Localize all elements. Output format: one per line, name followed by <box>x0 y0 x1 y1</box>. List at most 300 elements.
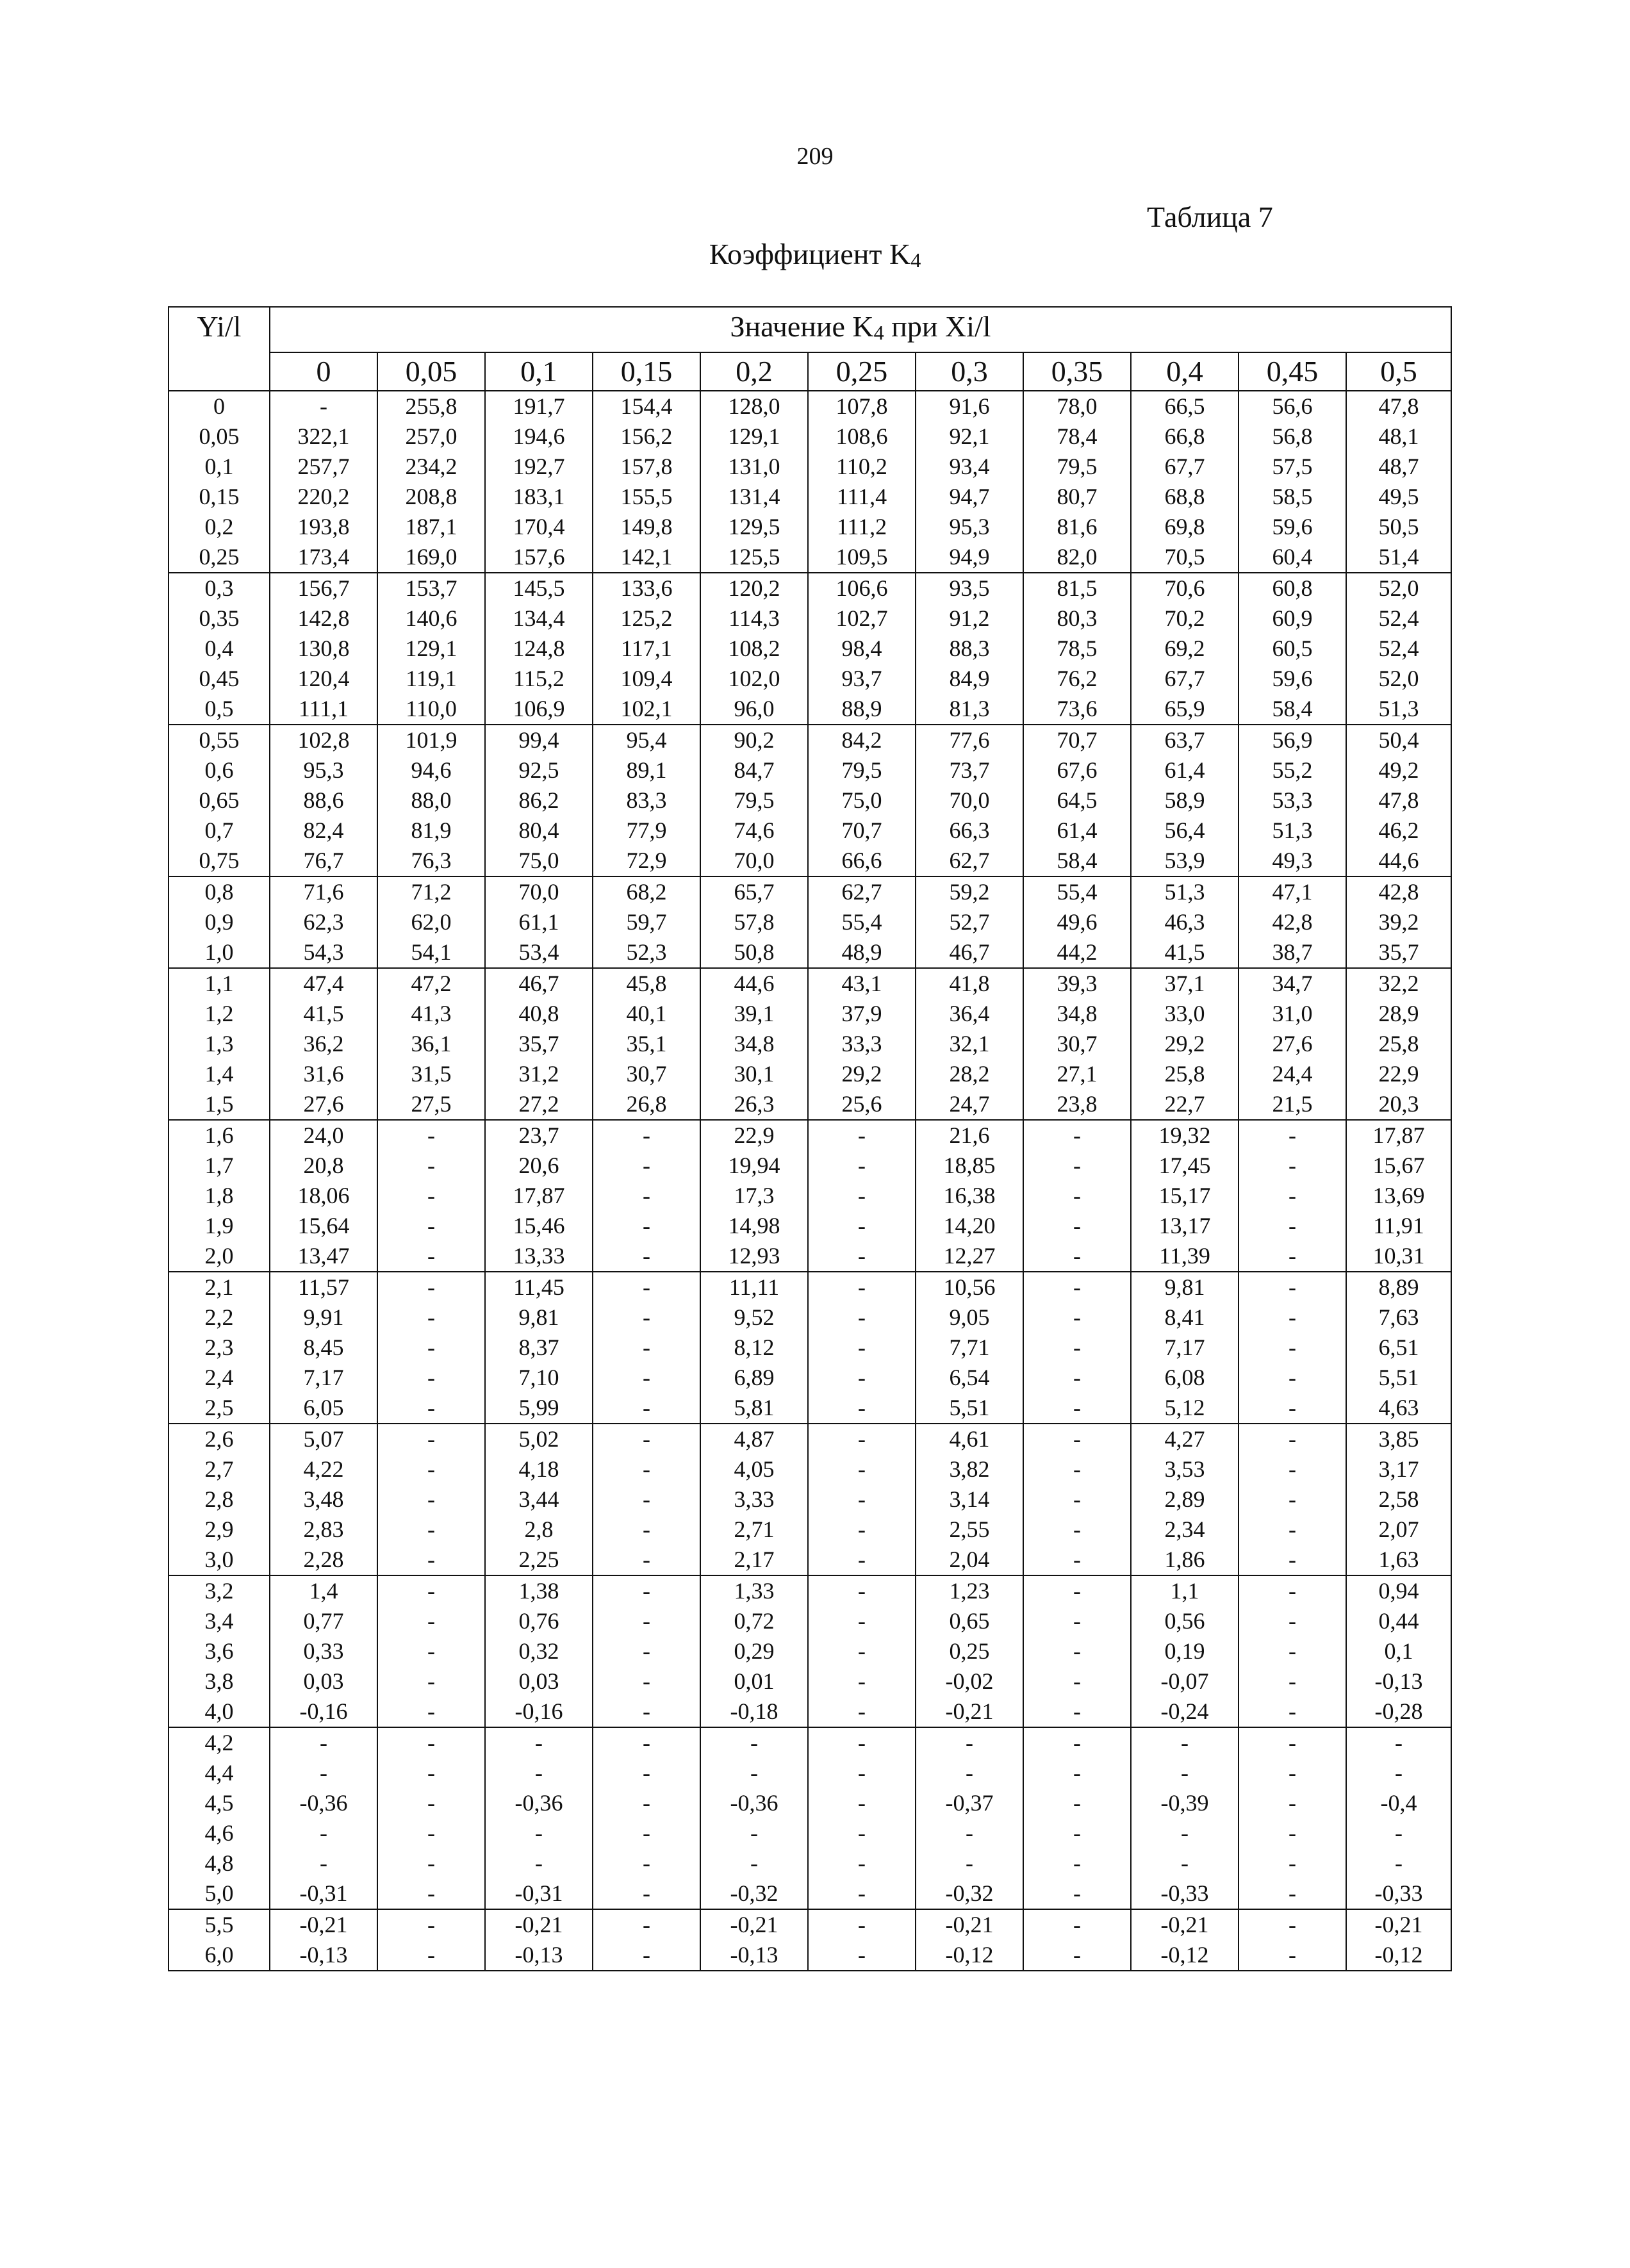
value-cell: 50,8 <box>700 937 808 968</box>
table-row <box>169 1666 1451 1697</box>
value-cell: 33,0 <box>1131 999 1239 1029</box>
value-cell: - <box>1239 1181 1346 1211</box>
value-cell: - <box>485 1818 593 1848</box>
value-cell: 39,1 <box>700 999 808 1029</box>
value-cell: - <box>808 1727 916 1758</box>
row-label-cell: 0,1 <box>169 452 270 482</box>
value-cell: 83,3 <box>593 785 700 816</box>
value-cell: -0,31 <box>270 1878 377 1909</box>
table-row <box>169 1454 1451 1484</box>
value-cell: 0,03 <box>485 1666 593 1697</box>
value-cell: 4,27 <box>1131 1424 1239 1454</box>
value-cell: 170,4 <box>485 512 593 542</box>
value-cell: - <box>377 1120 485 1151</box>
value-cell: 8,45 <box>270 1333 377 1363</box>
value-cell: - <box>593 1940 700 1971</box>
row-label-cell: 1,8 <box>169 1181 270 1211</box>
value-cell: 106,9 <box>485 694 593 725</box>
value-cell: 75,0 <box>485 846 593 876</box>
value-cell: 52,0 <box>1346 664 1451 694</box>
value-cell: - <box>1239 1484 1346 1515</box>
value-cell: -0,13 <box>1346 1666 1451 1697</box>
value-cell: 28,9 <box>1346 999 1451 1029</box>
table-row <box>169 1151 1451 1181</box>
row-label-cell: 4,8 <box>169 1848 270 1878</box>
value-cell: - <box>270 1758 377 1788</box>
value-cell: 58,9 <box>1131 785 1239 816</box>
row-label-cell: 4,0 <box>169 1697 270 1727</box>
table-row <box>169 999 1451 1029</box>
column-header: 0,35 <box>1023 352 1131 391</box>
value-cell: -0,12 <box>1346 1940 1451 1971</box>
value-cell: - <box>808 1575 916 1606</box>
value-cell: 22,9 <box>700 1120 808 1151</box>
row-label-cell: 4,6 <box>169 1818 270 1848</box>
value-cell: 142,1 <box>593 542 700 573</box>
value-cell: 2,25 <box>485 1545 593 1575</box>
value-cell: 88,6 <box>270 785 377 816</box>
value-cell: 114,3 <box>700 604 808 634</box>
value-cell: 12,93 <box>700 1241 808 1272</box>
value-cell: 120,2 <box>700 573 808 604</box>
value-cell: 24,7 <box>916 1089 1023 1120</box>
value-cell: - <box>1023 1697 1131 1727</box>
value-cell: 49,5 <box>1346 482 1451 512</box>
value-cell: 131,0 <box>700 452 808 482</box>
value-cell: - <box>377 1302 485 1333</box>
table-label: Таблица 7 <box>1147 201 1273 233</box>
table-row <box>169 1606 1451 1636</box>
value-cell: -0,07 <box>1131 1666 1239 1697</box>
value-cell: - <box>700 1727 808 1758</box>
value-cell: - <box>1023 1788 1131 1818</box>
row-label-cell: 1,5 <box>169 1089 270 1120</box>
value-cell: - <box>1239 1575 1346 1606</box>
value-cell: - <box>808 1666 916 1697</box>
value-cell: - <box>593 1666 700 1697</box>
header-group-label <box>270 307 1451 352</box>
value-cell: 0,32 <box>485 1636 593 1666</box>
value-cell: - <box>1023 1181 1131 1211</box>
value-cell: 255,8 <box>377 391 485 422</box>
value-cell: 108,6 <box>808 422 916 452</box>
value-cell: 26,8 <box>593 1089 700 1120</box>
value-cell: - <box>593 1333 700 1363</box>
row-label-cell: 6,0 <box>169 1940 270 1971</box>
value-cell: 11,57 <box>270 1272 377 1302</box>
value-cell: 48,9 <box>808 937 916 968</box>
value-cell: - <box>377 1393 485 1424</box>
value-cell: 57,5 <box>1239 452 1346 482</box>
table-row <box>169 1940 1451 1971</box>
value-cell: 84,2 <box>808 725 916 755</box>
value-cell: - <box>1023 1758 1131 1788</box>
value-cell: 62,7 <box>916 846 1023 876</box>
value-cell: 1,33 <box>700 1575 808 1606</box>
value-cell: 25,8 <box>1131 1059 1239 1089</box>
value-cell: 82,0 <box>1023 542 1131 573</box>
value-cell: 27,1 <box>1023 1059 1131 1089</box>
value-cell: 17,45 <box>1131 1151 1239 1181</box>
value-cell: - <box>916 1818 1023 1848</box>
row-label-cell: 0,25 <box>169 542 270 573</box>
row-label-cell: 3,0 <box>169 1545 270 1575</box>
value-cell: 60,4 <box>1239 542 1346 573</box>
value-cell: - <box>593 1151 700 1181</box>
value-cell: 257,0 <box>377 422 485 452</box>
value-cell: - <box>377 1758 485 1788</box>
value-cell: 2,07 <box>1346 1515 1451 1545</box>
value-cell: - <box>1239 1424 1346 1454</box>
value-cell: 77,9 <box>593 816 700 846</box>
value-cell: 7,63 <box>1346 1302 1451 1333</box>
value-cell: 60,8 <box>1239 573 1346 604</box>
value-cell: 3,17 <box>1346 1454 1451 1484</box>
value-cell: - <box>1239 1515 1346 1545</box>
value-cell: 10,31 <box>1346 1241 1451 1272</box>
value-cell: 79,5 <box>808 755 916 785</box>
value-cell: 1,86 <box>1131 1545 1239 1575</box>
value-cell: 183,1 <box>485 482 593 512</box>
column-header: 0,3 <box>916 352 1023 391</box>
row-label-cell: 0,3 <box>169 573 270 604</box>
value-cell: - <box>808 1241 916 1272</box>
row-label-cell: 4,5 <box>169 1788 270 1818</box>
value-cell: - <box>377 1878 485 1909</box>
value-cell: - <box>1239 1333 1346 1363</box>
value-cell: 155,5 <box>593 482 700 512</box>
header-group-prefix: Значение K <box>730 310 874 343</box>
row-label-cell: 1,4 <box>169 1059 270 1089</box>
value-cell: 9,81 <box>1131 1272 1239 1302</box>
value-cell: -0,36 <box>485 1788 593 1818</box>
value-cell: - <box>593 1606 700 1636</box>
value-cell: 38,7 <box>1239 937 1346 968</box>
value-cell: 7,71 <box>916 1333 1023 1363</box>
row-label-cell: 0,05 <box>169 422 270 452</box>
row-label-cell: 3,4 <box>169 1606 270 1636</box>
value-cell: -0,12 <box>1131 1940 1239 1971</box>
value-cell: 15,64 <box>270 1211 377 1241</box>
value-cell: 0,19 <box>1131 1636 1239 1666</box>
value-cell: 75,0 <box>808 785 916 816</box>
value-cell: 37,1 <box>1131 968 1239 999</box>
value-cell: 157,6 <box>485 542 593 573</box>
value-cell: 0,29 <box>700 1636 808 1666</box>
column-header: 0,2 <box>700 352 808 391</box>
value-cell: 48,1 <box>1346 422 1451 452</box>
row-label-cell: 0,55 <box>169 725 270 755</box>
value-cell: 15,67 <box>1346 1151 1451 1181</box>
value-cell: 68,2 <box>593 876 700 907</box>
value-cell: - <box>1239 1211 1346 1241</box>
value-cell: 322,1 <box>270 422 377 452</box>
value-cell: 72,9 <box>593 846 700 876</box>
value-cell: 1,1 <box>1131 1575 1239 1606</box>
row-label-cell: 2,5 <box>169 1393 270 1424</box>
value-cell: - <box>377 1181 485 1211</box>
value-cell: - <box>377 1454 485 1484</box>
value-cell: 70,0 <box>916 785 1023 816</box>
table-row <box>169 1878 1451 1909</box>
table-row <box>169 1089 1451 1120</box>
value-cell: 8,89 <box>1346 1272 1451 1302</box>
value-cell: 70,5 <box>1131 542 1239 573</box>
value-cell: - <box>1239 1818 1346 1848</box>
row-label-cell: 2,7 <box>169 1454 270 1484</box>
value-cell: - <box>377 1666 485 1697</box>
row-label-cell: 3,6 <box>169 1636 270 1666</box>
value-cell: -0,21 <box>916 1697 1023 1727</box>
value-cell: 24,4 <box>1239 1059 1346 1089</box>
value-cell: 3,44 <box>485 1484 593 1515</box>
value-cell: 86,2 <box>485 785 593 816</box>
value-cell: - <box>593 1575 700 1606</box>
value-cell: - <box>1023 1393 1131 1424</box>
table-row <box>169 907 1451 937</box>
value-cell: -0,36 <box>700 1788 808 1818</box>
row-label-cell: 5,5 <box>169 1909 270 1940</box>
value-cell: -0,31 <box>485 1878 593 1909</box>
value-cell: 93,7 <box>808 664 916 694</box>
value-cell: 117,1 <box>593 634 700 664</box>
value-cell: 20,6 <box>485 1151 593 1181</box>
value-cell: 17,87 <box>1346 1120 1451 1151</box>
value-cell: - <box>1023 1575 1131 1606</box>
value-cell: 4,05 <box>700 1454 808 1484</box>
value-cell: 187,1 <box>377 512 485 542</box>
value-cell: 99,4 <box>485 725 593 755</box>
value-cell: 208,8 <box>377 482 485 512</box>
column-header: 0,5 <box>1346 352 1451 391</box>
table-row <box>169 1272 1451 1302</box>
table-row <box>169 542 1451 573</box>
row-label-cell: 2,3 <box>169 1333 270 1363</box>
value-cell: - <box>808 1181 916 1211</box>
value-cell: 31,6 <box>270 1059 377 1089</box>
value-cell: 78,0 <box>1023 391 1131 422</box>
value-cell: - <box>1239 1272 1346 1302</box>
value-cell: 49,3 <box>1239 846 1346 876</box>
value-cell: 22,9 <box>1346 1059 1451 1089</box>
value-cell: -0,13 <box>485 1940 593 1971</box>
table-row <box>169 876 1451 907</box>
value-cell: - <box>1023 1878 1131 1909</box>
value-cell: 63,7 <box>1131 725 1239 755</box>
row-label-cell: 0,9 <box>169 907 270 937</box>
value-cell: 70,7 <box>808 816 916 846</box>
row-label-cell: 1,7 <box>169 1151 270 1181</box>
value-cell: 47,8 <box>1346 391 1451 422</box>
value-cell: 2,58 <box>1346 1484 1451 1515</box>
value-cell: - <box>1023 1333 1131 1363</box>
value-cell: 5,12 <box>1131 1393 1239 1424</box>
value-cell: - <box>1239 1545 1346 1575</box>
value-cell: - <box>1023 1454 1131 1484</box>
value-cell: 15,46 <box>485 1211 593 1241</box>
value-cell: - <box>377 1940 485 1971</box>
value-cell: 52,3 <box>593 937 700 968</box>
value-cell: 80,4 <box>485 816 593 846</box>
value-cell: 10,56 <box>916 1272 1023 1302</box>
value-cell: 67,7 <box>1131 452 1239 482</box>
table-row <box>169 1848 1451 1878</box>
value-cell: 52,7 <box>916 907 1023 937</box>
table-row <box>169 1241 1451 1272</box>
value-cell: - <box>377 1515 485 1545</box>
value-cell: - <box>593 1454 700 1484</box>
table-row <box>169 1788 1451 1818</box>
table-header <box>169 307 1451 391</box>
value-cell: 13,69 <box>1346 1181 1451 1211</box>
value-cell: -0,24 <box>1131 1697 1239 1727</box>
value-cell: - <box>377 1211 485 1241</box>
column-header: 0,45 <box>1239 352 1346 391</box>
value-cell: 71,2 <box>377 876 485 907</box>
value-cell: 62,7 <box>808 876 916 907</box>
value-cell: - <box>1239 1606 1346 1636</box>
value-cell: 35,7 <box>485 1029 593 1059</box>
coefficient-table <box>168 306 1452 1971</box>
value-cell: - <box>593 1363 700 1393</box>
value-cell: 66,6 <box>808 846 916 876</box>
table-row <box>169 512 1451 542</box>
value-cell: 3,85 <box>1346 1424 1451 1454</box>
value-cell: 0,33 <box>270 1636 377 1666</box>
value-cell: - <box>808 1909 916 1940</box>
value-cell: - <box>593 1727 700 1758</box>
value-cell: 102,8 <box>270 725 377 755</box>
value-cell: 36,1 <box>377 1029 485 1059</box>
value-cell: 2,55 <box>916 1515 1023 1545</box>
value-cell: 94,6 <box>377 755 485 785</box>
table-row <box>169 1333 1451 1363</box>
row-label-cell: 0,5 <box>169 694 270 725</box>
table-row <box>169 1120 1451 1151</box>
value-cell: 70,2 <box>1131 604 1239 634</box>
value-cell: 257,7 <box>270 452 377 482</box>
value-cell: - <box>593 1272 700 1302</box>
value-cell: 46,3 <box>1131 907 1239 937</box>
value-cell: - <box>377 1575 485 1606</box>
value-cell: - <box>808 1363 916 1393</box>
value-cell: 47,8 <box>1346 785 1451 816</box>
value-cell: 39,3 <box>1023 968 1131 999</box>
value-cell: 101,9 <box>377 725 485 755</box>
value-cell: - <box>916 1848 1023 1878</box>
value-cell: - <box>593 1697 700 1727</box>
table-row <box>169 1636 1451 1666</box>
value-cell: - <box>1023 1363 1131 1393</box>
value-cell: - <box>593 1120 700 1151</box>
value-cell: - <box>1023 1727 1131 1758</box>
value-cell: - <box>808 1120 916 1151</box>
value-cell: - <box>808 1545 916 1575</box>
row-label-cell: 3,2 <box>169 1575 270 1606</box>
value-cell: - <box>808 1848 916 1878</box>
page-number: 209 <box>796 143 834 170</box>
value-cell: 78,4 <box>1023 422 1131 452</box>
value-cell: - <box>1239 1363 1346 1393</box>
value-cell: 173,4 <box>270 542 377 573</box>
value-cell: 234,2 <box>377 452 485 482</box>
value-cell: 32,1 <box>916 1029 1023 1059</box>
value-cell: 0,56 <box>1131 1606 1239 1636</box>
value-cell: - <box>808 1606 916 1636</box>
value-cell: 21,6 <box>916 1120 1023 1151</box>
value-cell: 5,51 <box>1346 1363 1451 1393</box>
value-cell: 94,9 <box>916 542 1023 573</box>
value-cell: 6,05 <box>270 1393 377 1424</box>
value-cell: 125,2 <box>593 604 700 634</box>
value-cell: 42,8 <box>1239 907 1346 937</box>
value-cell: 55,2 <box>1239 755 1346 785</box>
value-cell: - <box>808 1302 916 1333</box>
value-cell: - <box>1239 1454 1346 1484</box>
value-cell: - <box>808 1940 916 1971</box>
value-cell: - <box>1023 1545 1131 1575</box>
value-cell: 2,71 <box>700 1515 808 1545</box>
value-cell: -0,33 <box>1131 1878 1239 1909</box>
value-cell: 8,41 <box>1131 1302 1239 1333</box>
row-label-cell: 2,6 <box>169 1424 270 1454</box>
table-row <box>169 1059 1451 1089</box>
value-cell: - <box>1239 1120 1346 1151</box>
column-header: 0,4 <box>1131 352 1239 391</box>
table-row <box>169 391 1451 422</box>
value-cell: 56,8 <box>1239 422 1346 452</box>
value-cell: - <box>1239 1636 1346 1666</box>
value-cell: - <box>377 1606 485 1636</box>
value-cell: 59,6 <box>1239 512 1346 542</box>
row-label-cell: 1,6 <box>169 1120 270 1151</box>
value-cell: 192,7 <box>485 452 593 482</box>
value-cell: 51,3 <box>1346 694 1451 725</box>
value-cell: - <box>377 1545 485 1575</box>
table-row <box>169 1727 1451 1758</box>
value-cell: -0,37 <box>916 1788 1023 1818</box>
value-cell: 25,6 <box>808 1089 916 1120</box>
column-header: 0,25 <box>808 352 916 391</box>
value-cell: - <box>270 1848 377 1878</box>
value-cell: 110,0 <box>377 694 485 725</box>
row-label-cell: 0,4 <box>169 634 270 664</box>
value-cell: 82,4 <box>270 816 377 846</box>
value-cell: 106,6 <box>808 573 916 604</box>
value-cell: 77,6 <box>916 725 1023 755</box>
value-cell: 56,6 <box>1239 391 1346 422</box>
value-cell: 47,4 <box>270 968 377 999</box>
value-cell: 107,8 <box>808 391 916 422</box>
value-cell: 110,2 <box>808 452 916 482</box>
value-cell: 3,48 <box>270 1484 377 1515</box>
value-cell: - <box>593 1181 700 1211</box>
value-cell: 27,2 <box>485 1089 593 1120</box>
value-cell: 98,4 <box>808 634 916 664</box>
row-label-cell: 4,4 <box>169 1758 270 1788</box>
value-cell: 51,3 <box>1131 876 1239 907</box>
value-cell: 49,6 <box>1023 907 1131 937</box>
value-cell: 59,2 <box>916 876 1023 907</box>
value-cell: 5,02 <box>485 1424 593 1454</box>
value-cell: 62,0 <box>377 907 485 937</box>
value-cell: 45,8 <box>593 968 700 999</box>
value-cell: 70,0 <box>700 846 808 876</box>
value-cell: 13,47 <box>270 1241 377 1272</box>
value-cell: 23,7 <box>485 1120 593 1151</box>
row-label-cell: 0,75 <box>169 846 270 876</box>
value-cell: -0,21 <box>916 1909 1023 1940</box>
